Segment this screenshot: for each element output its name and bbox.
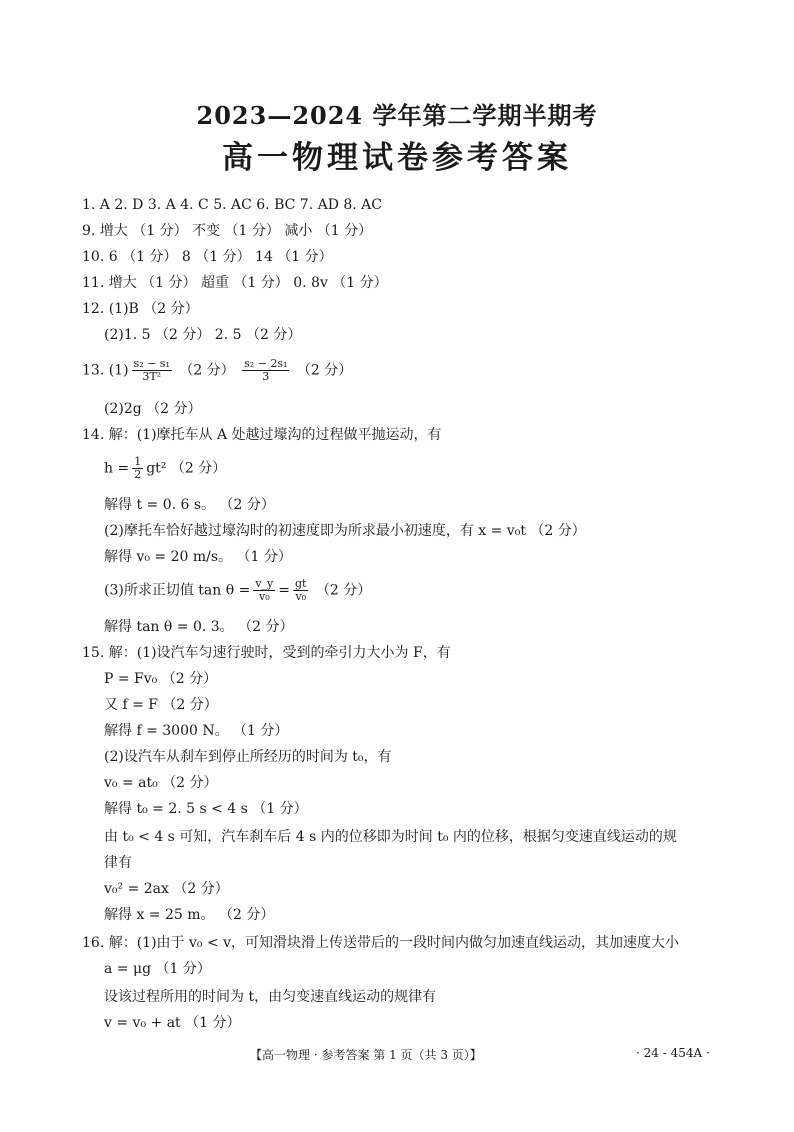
answer-line-10: 10. 6 （1 分） 8 （1 分） 14 （1 分）: [82, 249, 333, 265]
answer-line-14-v: 解得 v₀ = 20 m/s。 （1 分）: [104, 549, 292, 565]
fraction-numerator: v_y: [255, 577, 274, 590]
fraction-numerator: gt: [295, 577, 307, 590]
text-segment: =: [278, 582, 291, 599]
text-segment: gt² （2 分）: [146, 460, 227, 477]
answer-line-16-a: a = μg （1 分）: [104, 961, 211, 977]
fraction-numerator: 1: [134, 455, 142, 468]
answer-line-15: 15. 解：(1)设汽车匀速行驶时，受到的牵引力大小为 F，有: [82, 645, 451, 661]
answer-line-16-v: v = v₀ + at （1 分）: [104, 1015, 241, 1031]
answer-line-14-t: 解得 t = 0. 6 s。 （2 分）: [104, 497, 275, 513]
text-segment: h =: [104, 460, 130, 477]
fraction-denominator: 3: [262, 370, 270, 383]
answer-line-14-2: (2)摩托车恰好越过壕沟时的初速度即为所求最小初速度，有 x = v₀t （2 分）: [104, 523, 586, 539]
answer-line-14-tan: 解得 tan θ = 0. 3。 （2 分）: [104, 619, 294, 635]
answer-line-15-t0: 解得 t₀ = 2. 5 s < 4 s （1 分）: [104, 801, 308, 817]
answer-line-9: 9. 增大 （1 分） 不变 （1 分） 减小 （1 分）: [82, 223, 373, 239]
page-title: 2023—2024 学年第二学期半期考: [196, 101, 598, 130]
answer-line-16: 16. 解：(1)由于 v₀ < v，可知滑块滑上传送带后的一段时间内做匀加速直线运动，其加速度大小: [82, 935, 680, 951]
answer-line-15-x: 解得 x = 25 m。 （2 分）: [104, 907, 275, 923]
answer-line-15-2: (2)设汽车从刹车到停止所经历的时间为 t₀，有: [104, 749, 392, 765]
text-segment: 13. (1): [82, 362, 129, 379]
answer-line-15-by: 由 t₀ < 4 s 可知，汽车刹车后 4 s 内的位移即为时间 t₀ 内的位移，根据匀变速直线运动的规: [104, 829, 677, 845]
answer-line-12-2: (2)1. 5 （2 分） 2. 5 （2 分）: [104, 327, 302, 343]
fraction: [293, 578, 308, 603]
text-segment: （2 分）: [179, 362, 235, 379]
answer-line-12-1: 12. (1)B （2 分）: [82, 301, 199, 317]
fraction: [132, 358, 172, 383]
answer-line-11: 11. 增大 （1 分） 超重 （1 分） 0. 8v （1 分）: [82, 275, 388, 291]
fraction-denominator: v₀: [295, 590, 307, 603]
fraction: [132, 456, 143, 481]
fraction-denominator: 2: [134, 468, 142, 481]
fraction-denominator: v₀: [259, 590, 270, 603]
fraction: [253, 578, 275, 603]
answer-line-15-f: 又 f = F （2 分）: [104, 697, 218, 713]
text-segment: （2 分）: [315, 582, 372, 599]
fraction-numerator: s₂ − 2s₁: [244, 357, 288, 370]
fraction-denominator: 3T²: [142, 370, 162, 383]
page-subtitle: 高一物理试卷参考答案: [222, 140, 572, 176]
answer-line-15-fv: 解得 f = 3000 N。 （1 分）: [104, 723, 289, 739]
fraction: [242, 358, 289, 383]
document-code: · 24 - 454A ·: [636, 1046, 710, 1060]
answer-line-15-law: 律有: [104, 855, 132, 871]
answer-line-15-p: P = Fv₀ （2 分）: [104, 671, 218, 687]
text-segment: （2 分）: [296, 362, 353, 379]
text-segment: (3)所求正切值 tan θ =: [104, 582, 251, 599]
answer-line-13-1: [82, 358, 352, 383]
answer-line-14: 14. 解：(1)摩托车从 A 处越过壕沟的过程做平抛运动，有: [82, 427, 442, 443]
answer-line-14-3: [104, 578, 371, 603]
answer-line-15-v0: v₀ = at₀ （2 分）: [104, 775, 218, 791]
answer-line-1-8: 1. A 2. D 3. A 4. C 5. AC 6. BC 7. AD 8. AC: [82, 197, 383, 213]
page-footer: 【高一物理 · 参考答案 第 1 页（共 3 页）】: [250, 1048, 482, 1062]
fraction-numerator: s₂ − s₁: [133, 357, 170, 370]
answer-line-15-v2: v₀² = 2ax （2 分）: [104, 881, 229, 897]
answer-line-16-t: 设该过程所用的时间为 t，由匀变速直线运动的规律有: [104, 989, 437, 1005]
answer-line-14-h: [104, 456, 226, 481]
answer-line-13-2: (2)2g （2 分）: [104, 401, 202, 417]
